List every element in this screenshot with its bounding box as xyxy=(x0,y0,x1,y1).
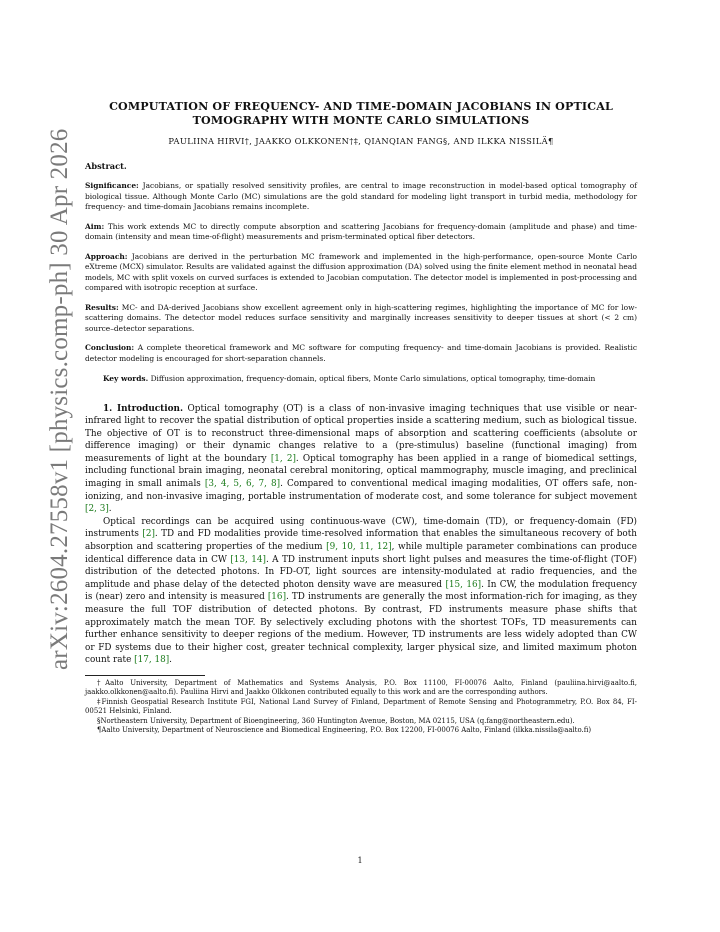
citation-link[interactable]: [1, 2] xyxy=(270,453,296,464)
intro-p2-text-d: . A TD instrument inputs short light pulses and measures the time-of-flight (TOF) distribution of the detected photons. In FD-OT, light sources are intensity-modulated at radio frequencies, and the amplitude and phase delay of the detected photon density wave are measured xyxy=(85,554,637,590)
intro-p2-text-g: . xyxy=(169,655,172,666)
citation-link[interactable]: [3, 4, 5, 6, 7, 8] xyxy=(204,479,281,490)
footnote-affiliation-northeastern: §Northeastern University, Department of Bioengineering, 360 Huntington Avenue, Boston, MA 02115, USA (q.fang@northeastern.edu). xyxy=(97,716,575,725)
author-list: PAULIINA HIRVI†, JAAKKO OLKKONEN†‡, QIANQIAN FANG§, AND ILKKA NISSILÄ¶ xyxy=(168,136,554,146)
footnote-affiliation-aalto-neuro: ¶Aalto University, Department of Neuroscience and Biomedical Engineering, P.O. Box 12200, FI-00076 Aalto, Finland (ilkka.nissila@aalto.fi) xyxy=(97,726,592,735)
arxiv-identifier-text: arXiv:2604.27558v1 [physics.comp-ph] 30 Apr 2026 xyxy=(46,128,73,670)
intro-paragraph-1 xyxy=(85,403,637,516)
citation-link[interactable]: [13, 14] xyxy=(230,554,266,565)
keywords-text: Diffusion approximation, frequency-domain, optical fibers, Monte Carlo simulations, optical tomography, time-domain xyxy=(150,374,596,383)
citation-link[interactable]: [2] xyxy=(142,529,155,540)
intro-p1-text-d: . xyxy=(108,504,112,515)
paper-title: COMPUTATION OF FREQUENCY- AND TIME-DOMAIN JACOBIANS IN OPTICAL TOMOGRAPHY WITH MONTE CARLO SIMULATIONS xyxy=(109,100,613,127)
aim-label: Aim: xyxy=(85,221,105,231)
abstract-approach xyxy=(85,252,637,294)
citation-link[interactable]: [9, 10, 11, 12] xyxy=(326,542,392,553)
intro-p1-text-b: . Optical tomography has been applied in a range of biomedical settings, including functional brain imaging, neonatal cerebral monitoring, optical mammography, muscle imaging, and preclinical imaging in small animals xyxy=(85,453,638,490)
abstract-significance xyxy=(85,181,637,213)
intro-p2-text-e: . In CW, the modulation frequency is (near) zero and intensity is measured xyxy=(85,579,638,603)
intro-p1-text-a: Optical tomography (OT) is a class of non-invasive imaging techniques that use visible or near-infrared light to recover the spatial distribution of optical properties inside a scattering medium, such as biological tissue. The objective of OT is to reconstruct three-dimensional maps of absorption and scattering coefficients (absolute or difference imaging) or their dynamic changes relative to a (pre-stimulus) baseline (functional imaging) from measurements of light at the boundary xyxy=(85,403,638,464)
introduction-section xyxy=(85,403,637,667)
footnote-affiliation-aalto-math: †Aalto University, Department of Mathematics and Systems Analysis, P.O. Box 11100, FI-00076 Aalto, Finland (pauliina.hirvi@aalto.fi, jaakko.olkkonen@aalto.fi). Pauliina Hirvi and Jaakko Olkkonen contributed equally to this work and are the corresponding authors. xyxy=(85,678,637,697)
conclusion-text: A complete theoretical framework and MC software for computing frequency- and time-domain Jacobians is provided. Realistic detector modeling is encouraged for short-separation channels. xyxy=(85,343,638,363)
footnote-divider xyxy=(85,675,205,676)
section-heading-introduction: 1. Introduction. xyxy=(103,403,184,414)
intro-p2-text-b: . TD and FD modalities provide time-resolved information that enables the simultaneous recovery of both absorption and scattering properties of the medium xyxy=(85,529,637,553)
page-number: 1 xyxy=(357,856,363,865)
page-content xyxy=(85,100,637,736)
abstract-aim xyxy=(85,222,637,243)
significance-label: Significance: xyxy=(85,181,139,190)
keywords-label: Key words. xyxy=(103,374,149,383)
intro-p2-text-f: . TD instruments are generally the most information-rich for imaging, as they measure the full TOF distribution of detected photons. By contrast, FD instruments measure phase shifts that approximately match the mean TOF. By selectively excluding photons with the shortest TOFs, TD measurements can further enhance sensitivity to deeper regions of the medium. However, TD instruments are less widely adopted than CW or FD systems due to their higher cost, greater technical complexity, larger physical size, and limited maximum photon count rate xyxy=(85,592,637,666)
abstract-conclusion xyxy=(85,343,637,364)
arxiv-identifier-stamp xyxy=(4,128,73,670)
intro-p2-text-c: , while multiple parameter combinations can produce identical difference data in CW xyxy=(85,542,637,565)
keywords xyxy=(85,374,637,385)
intro-paragraph-2 xyxy=(85,516,637,667)
citation-link[interactable]: [15, 16] xyxy=(445,579,482,590)
significance-text: Jacobians, or spatially resolved sensitivity profiles, are central to image reconstruction in model-based optical tomography of biological tissue. Although Monte Carlo (MC) simulations are the gold standard for modeling light transport in turbid media, methodology for frequency- and time-domain Jacobians remains incomplete. xyxy=(85,181,638,211)
conclusion-label: Conclusion: xyxy=(85,343,135,352)
aim-text: This work extends MC to directly compute absorption and scattering Jacobians for frequency-domain (amplitude and phase) and time-domain (intensity and mean time-of-flight) measurements and prism-terminated optical fiber detectors. xyxy=(85,221,637,241)
approach-text: Jacobians are derived in the perturbation MC framework and implemented in the high-performance, open-source Monte Carlo eXtreme (MCX) simulator. Results are validated against the diffusion approximation (DA) solved using the finite element method in neonatal head models, MC with split voxels on curved surfaces is extended to Jacobian computation. The detector model is implemented in post-processing and compared with isotropic reception at surface. xyxy=(85,251,637,292)
intro-p1-text-c: . Compared to conventional medical imaging modalities, OT offers safe, non-ionizing, and non-invasive imaging, portable instrumentation of moderate cost, and some tolerance for subject movement xyxy=(85,479,637,502)
results-text: MC- and DA-derived Jacobians show excellent agreement only in high-scattering regimes, highlighting the importance of MC for low-scattering domains. The detector model reduces surface sensitivity and marginally increases sensitivity to deeper tissues at short (< 2 cm) source–detector separations. xyxy=(85,302,637,333)
approach-label: Approach: xyxy=(85,251,128,261)
footnotes xyxy=(85,679,637,736)
citation-link[interactable]: [2, 3] xyxy=(85,504,109,515)
citation-link[interactable]: [17, 18] xyxy=(134,655,170,666)
abstract-results xyxy=(85,303,637,335)
citation-link[interactable]: [16] xyxy=(267,592,287,603)
results-label: Results: xyxy=(85,302,119,312)
footnote-affiliation-fgi: ‡Finnish Geospatial Research Institute FGI, National Land Survey of Finland, Department of Remote Sensing and Photogrammetry, P.O. Box 84, FI-00521 Helsinki, Finland. xyxy=(85,697,637,716)
abstract-heading: Abstract. xyxy=(85,161,127,171)
intro-p2-text-a: Optical recordings can be acquired using continuous-wave (CW), time-domain (TD), or frequency-domain (FD) instruments xyxy=(85,516,637,540)
